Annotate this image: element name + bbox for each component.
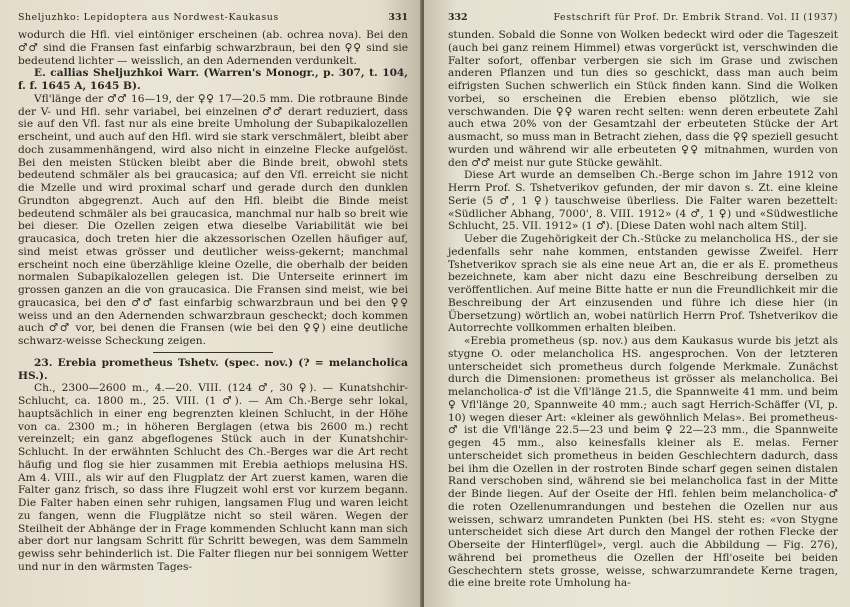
paragraph: Vfl'länge der ♂♂ 16—19, der ♀♀ 17—20.5 mm. Die rotbraune Binde der V- und Hfl. sehr variabel, bei einzelnen ♂♂ derart reduziert, dass sie auf den Vfl. fast nur als eine breite Umholung der Subapikalozellen erscheint, und auch auf den Hfl. wird sie stark verschmälert, bleibt aber doch zusammenhängend, wird also nicht in einzelne Flecke aufgelöst. Bei den meisten Stücken bleibt aber die Binde breit, obwohl stets bedeutend schmäler als bei graucasica; auf den Vfl. erreicht sie nicht die Mzelle und wird proximal scharf und gerade durch den dunklen Grundton abgegrenzt. Auch auf den Hfl. bleibt die Binde meist bedeutend schmäler als bei graucasica, manchmal nur halb so breit wie bei dieser. Die Ozellen zeigen etwa dieselbe Variabilität wie bei graucasica, doch treten hier die akzessorischen Ozellen häufiger auf, sind meist etwas grösser und deutlicher weiss-gekernt; manchmal erscheint noch eine überzählige kleine Ozelle, die oberhalb der beiden normalen Subapikalozellen gelegen ist. Die Unterseite erinnert im grossen ganzen an die von graucasica. Die Fransen sind meist, wie bei graucasica, bei den ♂♂ fast einfarbig schwarzbraun und bei den ♀♀ weiss und an den Adernenden schwarzbraun gescheckt; doch kommen auch ♂♂ vor, bei denen die Fransen (wie bei den ♀♀) eine deutliche schwarz-weisse Scheckung zeigen.: [18, 92, 409, 347]
paragraph: «Erebia prometheus (sp. nov.) aus dem Kaukasus wurde bis jetzt als stygne O. oder melancholica HS. angesprochen. Von der letzteren unterscheidet sich prometheus durch folgende Merkmale. Zunächst durch die Dimensionen: prometheus ist grösser als melancholica. Bei melancholica-♂ ist die Vfl'länge 21.5, die Spannweite 41 mm. und beim ♀ Vfl'länge 20, Spannweite 40 mm.; auch sagt Herrich-Schäffer (VI, p. 10) wegen dieser Art: «kleiner als gewöhnlich Melas». Bei prometheus-♂ ist die Vfl'länge 22.5—23 und beim ♀ 22—23 mm., die Spannweite gegen 45 mm., also keinesfalls kleiner als E. melas. Ferner unterscheidet sich prometheus in beiden Geschlechtern dadurch, dass bei ihm die Ozellen in der rostroten Binde scharf gegen seinen distalen Rand verschoben sind, während sie bei melancholica fast in der Mitte der Binde liegen. Auf der Oseite der Hfl. fehlen beim melancholica-♂ die roten Ozellenumrandungen und bestehen die Ozellen nur aus weissen, schwarz umrandeten Punkten (bei HS. steht es: «von Stygne unterscheidet sich diese Art durch den Mangel der rothen Flecke der Oberseite der Hinterflügel», vergl. auch die Abbildung — Fig. 276), während bei prometheus die Ozellen der Hfl'oseite bei beiden Geschechtern stets grosse, weisse, schwarzumrandete Kerne tragen, die eine breite rote Umholung ha-: [448, 335, 838, 590]
taxon-heading: E. callias Sheljuzhkoi Warr. (Warren's Monogr., p. 307, t. 104, f. f. 1645 A, 1645 B).: [18, 67, 408, 92]
right-page: [424, 0, 850, 607]
running-title: Sheljuzhko: Lepidoptera aus Nordwest-Kaukasus: [18, 12, 279, 23]
page-body: [448, 29, 838, 590]
paragraph: Diese Art wurde an demselben Ch.-Berge schon im Jahre 1912 von Herrn Prof. S. Tshetverikov gefunden, der mir davon s. Zt. eine kleine Serie (5 ♂, 1 ♀) tauschweise überliess. Die Falter waren bezettelt: «Südlicher Abhang, 7000', 8. VIII. 1912» (4 ♂, 1 ♀) und «Südwestliche Schlucht, 25. VII. 1912» (1 ♂). [Diese Daten wohl nach altem Stil].: [448, 169, 838, 233]
page-body: [18, 29, 408, 574]
paragraph: stunden. Sobald die Sonne von Wolken bedeckt wird oder die Tageszeit (auch bei ganz reinem Himmel) etwas vorgerückt ist, verschwinden die Falter sofort, offenbar verbergen sie sich im Grase und zwischen anderen Pflanzen und tun dies so geschickt, dass man auch beim eifrigsten Suchen schwerlich ein Stück finden kann. Sind die Wolken vorbei, so erscheinen die Erebien ebenso plötzlich, wie sie verschwanden. Die ♀♀ waren recht selten: wenn deren erbeutete Zahl auch etwa 20% von der Gesamtzahl der erbeuteten Stücke der Art ausmacht, so muss man in Betracht ziehen, dass die ♀♀ speziell gesucht wurden und während wir alle erbeuteten ♀♀ mitnahmen, wurden von den ♂♂ meist nur gute Stücke gewählt.: [448, 29, 838, 169]
paragraph: Ch., 2300—2600 m., 4.—20. VIII. (124 ♂, 30 ♀). — Kunatshchir-Schlucht, ca. 1800 m., 25. VIII. (1 ♂). — Am Ch.-Berge sehr lokal, hauptsächlich in einer eng begrenzten kleinen Schlucht, in der Höhe von ca. 2300 m.; in höheren Berglagen (etwa bis 2600 m.) recht vereinzelt; ein ganz abgeflogenes Stück auch in der Kunatshchir-Schlucht. In der erwähnten Schlucht des Ch.-Berges war die Art recht häufig und flog sie hier zusammen mit Erebia aethiops melusina HS. Am 4. VIII., als wir auf den Flugplatz der Art zuerst kamen, waren die Falter ganz frisch, so dass ihre Flugzeit wohl erst vor kurzem begann. Die Falter haben einen sehr ruhigen, langsamen Flug und waren leicht zu fangen, wenn die Flugplätze nicht so steil wären. Wegen der Steilheit der Abhänge der in Frage kommenden Schlucht kann man sich aber dort nur langsam Schritt für Schritt bewegen, was dem Sammeln gewiss sehr behinderlich ist. Die Falter fliegen nur bei sonnigem Wetter und nur in den wärmsten Tages-: [18, 382, 408, 573]
running-title: Festschrift für Prof. Dr. Embrik Strand. Vol. II (1937): [553, 12, 838, 23]
paragraph: wodurch die Hfl. viel eintöniger erscheinen (ab. ochrea nova). Bei den ♂♂ sind die Fransen fast einfarbig schwarzbraun, bei den ♀♀ sind sie bedeutend lichter — weisslich, an den Adernenden verdunkelt.: [18, 29, 408, 67]
page-number: 331: [388, 12, 408, 23]
left-page: [0, 0, 422, 607]
running-head: [448, 12, 838, 24]
section-divider: [153, 352, 273, 353]
species-heading: 23. Erebia prometheus Tshetv. (spec. nov.) (? = melancholica HS.).: [18, 356, 408, 382]
paragraph: Ueber die Zugehörigkeit der Ch.-Stücke zu melancholica HS., der sie jedenfalls sehr nahe kommen, entstanden gewisse Zweifel. Herr Tshetverikov sprach sie als eine neue Art an, die er als E. prometheus bezeichnete, kam aber nicht dazu eine Beschreibung derselben zu veröffentlichen. Auf meine Bitte hatte er nun die Freundlichkeit mir die Beschreibung der Art einzusenden und führe ich diese hier (in Übersetzung) wörtlich an, wobei natürlich Herrn Prof. Tshetverikov die Autorrechte vollkommen erhalten bleiben.: [448, 233, 838, 335]
page-number: 332: [448, 12, 468, 23]
running-head: [18, 12, 408, 24]
